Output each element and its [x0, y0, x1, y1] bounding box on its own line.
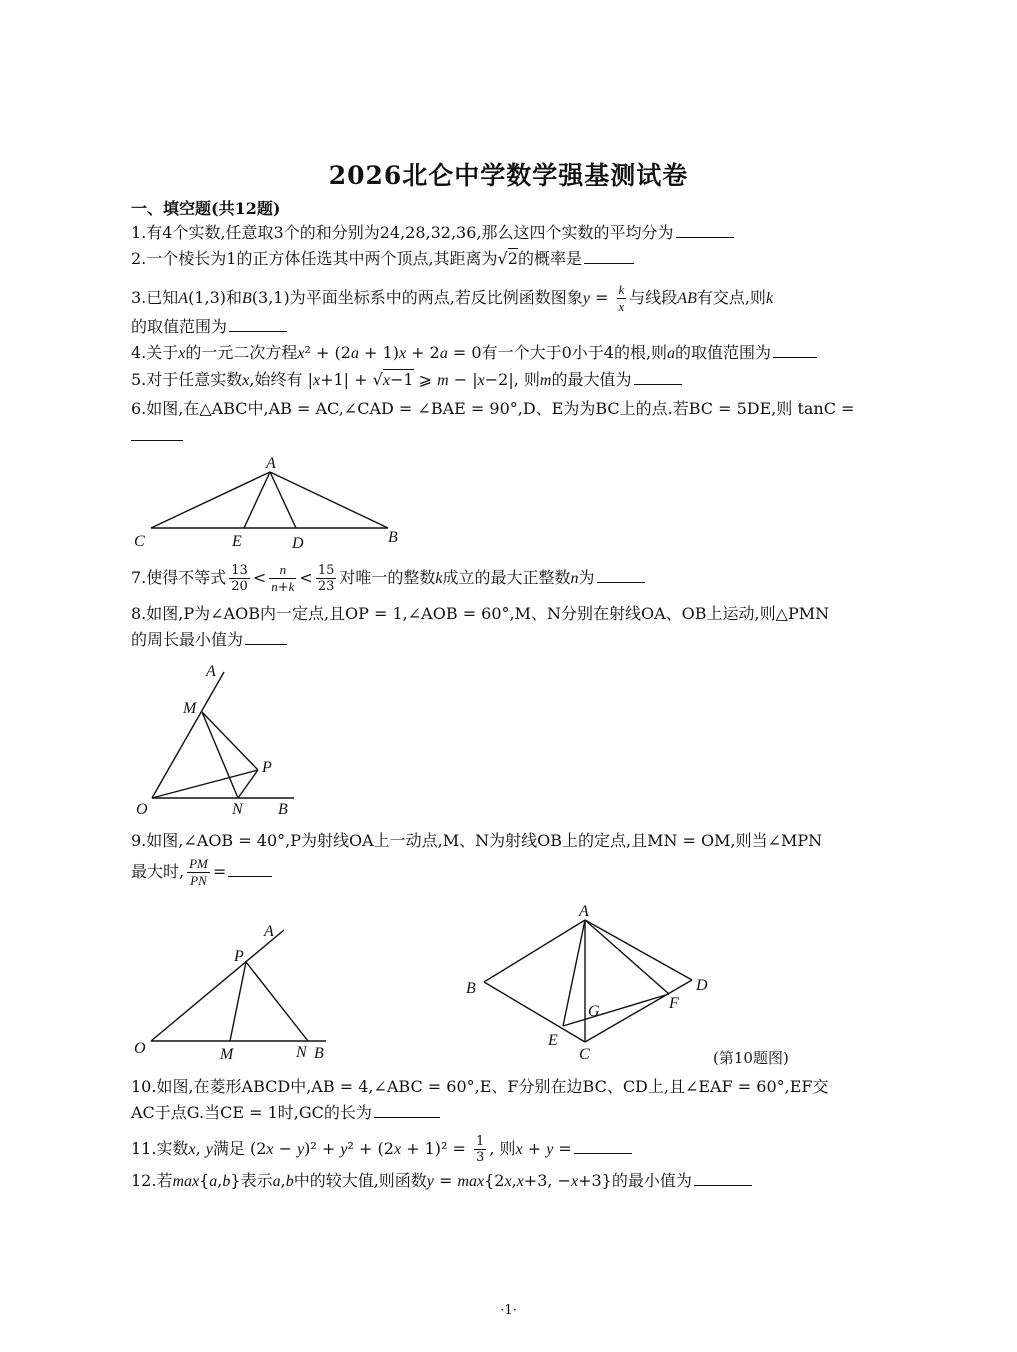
figure-q6-triangle — [126, 452, 416, 552]
answer-blank — [597, 568, 645, 583]
fraction-pm-over-pn: $\frac{PM}{PN}$ — [189, 856, 208, 888]
q12-text-c: 中的较大值,则函数 — [293, 1171, 427, 1190]
question-9-cont: 最大时, $\frac{PM}{PN}$ = — [131, 856, 272, 889]
question-3: 3.已知A(1,3)和B(3,1)为平面坐标系中的两点,若反比例函数图象y = $\frac{k}{x}$ 与线段AB有交点,则k — [131, 282, 774, 314]
q4-text-d: 的取值范围为 — [675, 343, 772, 362]
svg-text:A: A — [579, 903, 589, 920]
svg-text:N: N — [296, 1044, 307, 1061]
q3-text-b: 为平面坐标系中的两点,若反比例函数图象 — [289, 288, 583, 307]
svg-text:A: A — [206, 663, 216, 680]
answer-blank — [773, 343, 817, 358]
answer-blank — [228, 862, 272, 877]
fraction-n-over-n-plus-k: $\frac{n}{n+k}$ — [271, 562, 295, 595]
question-11: 11.实数x, y满足 (2x − y)² + y² + (2x + 1)² = $\frac{1}{3}$ , 则x + y = — [131, 1134, 632, 1165]
svg-text:E: E — [232, 533, 242, 550]
svg-text:N: N — [232, 801, 243, 818]
svg-text:C: C — [579, 1046, 590, 1063]
question-9 — [131, 830, 822, 852]
answer-blank — [634, 370, 682, 385]
svg-text:E: E — [548, 1032, 558, 1049]
q8-text-a: 8.如图,P为∠AOB内一定点,且OP = 1,∠AOB = 60°,M、N分别在射线OA、OB上运动,则△PMN — [131, 604, 830, 623]
fraction-k-over-x: $\frac{k}{x}$ — [618, 282, 625, 314]
question-5: 5.对于任意实数x,始终有 |x+1| + √x−1 ⩾ m − |x−2|, 则m的最大值为 — [131, 369, 682, 392]
q11-text-b: 满足 — [212, 1139, 245, 1158]
q9-text-a: 9.如图,∠AOB = 40°,P为射线OA上一动点,M、N为射线OB上的定点,且MN = OM,则当∠MPN — [131, 831, 823, 850]
svg-text:O: O — [134, 1040, 146, 1057]
answer-blank — [131, 426, 183, 441]
answer-blank — [245, 630, 287, 645]
answer-blank — [574, 1139, 632, 1154]
fraction-1-3: $\frac{1}{3}$ — [476, 1134, 485, 1165]
q2-text-b: 的概率是 — [517, 249, 582, 268]
q8-text-b: 的周长最小值为 — [131, 630, 244, 649]
figure-caption: (第10题图) — [713, 1049, 789, 1067]
svg-text:F: F — [669, 995, 679, 1012]
q10-text-a: 10.如图,在菱形ABCD中,AB = 4,∠ABC = 60°,E、F分别在边BC、CD上,且∠EAF = 60°,EF交 — [131, 1077, 829, 1096]
svg-text:C: C — [134, 533, 145, 550]
svg-text:A: A — [264, 923, 274, 940]
sqrt2: √2 — [497, 249, 518, 268]
question-3-cont — [131, 316, 287, 338]
q12-text-b: 表示 — [240, 1171, 273, 1190]
svg-text:D: D — [696, 977, 708, 994]
q7-text-d: 为 — [578, 568, 595, 587]
q11-text-a: 11.实数 — [131, 1139, 189, 1158]
q12-text-d: 的最小值为 — [611, 1171, 692, 1190]
q4-text-a: 4.关于 — [131, 343, 179, 362]
q9-text-b: 最大时, — [131, 862, 185, 881]
q6-text: 6.如图,在△ABC中,AB = AC,∠CAD = ∠BAE = 90°,D、E为为BC上的点.若BC = 5DE,则 tanC = — [131, 399, 855, 418]
svg-text:A: A — [266, 455, 276, 472]
q5-text-b: ,始终有 — [249, 370, 303, 389]
question-10 — [131, 1076, 829, 1098]
svg-text:P: P — [234, 948, 244, 965]
q1-text: 1.有4个实数,任意取3个的和分别为24,28,32,36,那么这四个实数的平均分为 — [131, 223, 674, 242]
answer-blank — [694, 1171, 752, 1186]
answer-blank — [584, 249, 634, 264]
q3-text-c: 与线段 — [629, 288, 678, 307]
q7-text-c: 成立的最大正整数 — [442, 568, 571, 587]
answer-blank — [229, 317, 287, 332]
q5-text-c: , 则 — [513, 370, 540, 389]
page-title: 2026北仑中学数学强基测试卷 — [328, 161, 689, 190]
figure-q10-rhombus — [460, 900, 720, 1065]
q3-text-e: 的取值范围为 — [131, 317, 228, 336]
q5-text-d: 的最大值为 — [551, 370, 632, 389]
figure-q9-angle — [126, 920, 341, 1065]
question-4: 4.关于x的一元二次方程x² + (2a + 1)x + 2a = 0有一个大于0小于4的根,则a的取值范围为 — [131, 342, 817, 365]
question-8-cont — [131, 629, 287, 651]
svg-text:B: B — [466, 980, 476, 997]
q4-text-c: 有一个大于0小于4的根,则 — [481, 343, 668, 362]
q11-text-c: , 则 — [489, 1139, 516, 1158]
q3-text-a: 3.已知 — [131, 288, 179, 307]
answer-blank — [676, 223, 734, 238]
svg-text:B: B — [314, 1045, 324, 1062]
q4-text-b: 的一元二次方程 — [185, 343, 298, 362]
figure-q8-angle — [126, 656, 316, 820]
q7-text-b: 对唯一的整数 — [339, 568, 436, 587]
svg-text:P: P — [262, 759, 272, 776]
q5-text-a: 5.对于任意实数 — [131, 370, 243, 389]
question-10-cont — [131, 1102, 440, 1124]
q12-text-a: 12.若 — [131, 1171, 173, 1190]
svg-text:M: M — [183, 700, 197, 717]
question-8 — [131, 603, 829, 625]
answer-blank — [374, 1103, 440, 1118]
section-heading: 一、填空题(共12题) — [131, 199, 281, 218]
fraction-15-23: $\frac{15}{23}$ — [317, 563, 335, 594]
question-6 — [131, 398, 854, 420]
fraction-13-20: $\frac{13}{20}$ — [231, 563, 248, 594]
q2-text-a: 2.一个棱长为1的正方体任选其中两个顶点,其距离为 — [131, 249, 498, 268]
svg-text:B: B — [278, 801, 288, 818]
svg-text:G: G — [588, 1003, 600, 1020]
question-2 — [131, 248, 634, 270]
q3-text-d: 有交点,则 — [696, 288, 766, 307]
question-1 — [131, 222, 734, 244]
question-12: 12.若max{a,b}表示a,b中的较大值,则函数y = max{2x,x+3, −x+3}的最小值为 — [131, 1170, 752, 1193]
svg-text:B: B — [388, 529, 398, 546]
svg-text:O: O — [136, 801, 148, 818]
svg-text:D: D — [292, 535, 304, 552]
q7-text-a: 7.使得不等式 — [131, 568, 227, 587]
svg-text:M: M — [220, 1046, 234, 1063]
page-number: ·1· — [500, 1303, 517, 1318]
q10-text-b: AC于点G.当CE = 1时,GC的长为 — [131, 1103, 372, 1122]
question-7: 7.使得不等式 $\frac{13}{20}$ < $\frac{n}{n+k}$ < $\frac{15}{23}$ 对唯一的整数k成立的最大正整数n为 — [131, 562, 645, 595]
